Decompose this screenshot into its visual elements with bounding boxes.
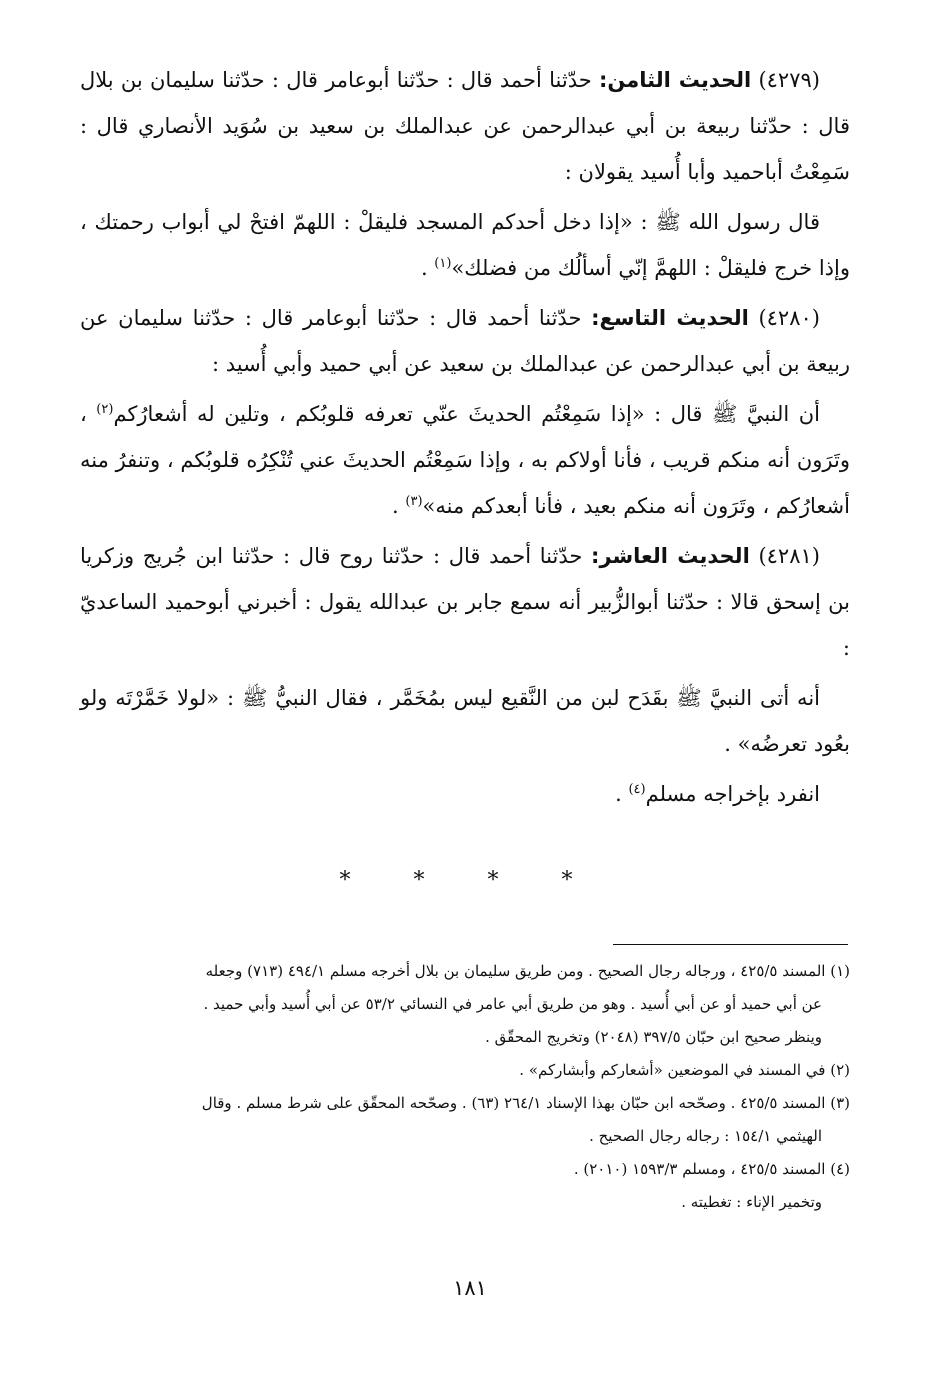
hadith-number: (٤٢٨٠) <box>758 306 820 330</box>
hadith-4280 <box>80 295 850 387</box>
hadith-matn: أن النبيَّ ﷺ قال : «إذا سَمِعْتُم الحديثَ عنّي تعرفه قلوبُكم ، وتلين له أشعارُكم <box>113 402 821 426</box>
hadith-isnad: حدّثنا أحمد قال : حدّثنا روح قال : حدّثنا ابن جُريج وزكريا بن إسحق قالا : حدّثنا أبوالزُّبير أنه سمع جابر بن عبدالله يقول : أخبرني أبوحميد الساعديّ : <box>80 544 850 660</box>
footnote-ref: (١) <box>434 256 452 271</box>
footnote-1-line-3: وينظر صحيح ابن حبّان ٣٩٧/٥ (٢٠٤٨) وتخريج المحقّق . <box>485 1028 822 1046</box>
hadith-title: الحديث العاشر: <box>591 544 750 568</box>
hadith-title: الحديث التاسع: <box>591 306 749 330</box>
footnotes <box>80 955 850 1219</box>
hadith-4281-matn <box>80 675 850 767</box>
hadith-4280-matn <box>80 391 850 529</box>
hadith-title: الحديث الثامن: <box>598 68 752 92</box>
hadith-4281 <box>80 533 850 671</box>
sentence-end: . <box>615 782 629 806</box>
footnote-4-line-2: وتخمير الإناء : تغطيته . <box>681 1193 822 1211</box>
hadith-isnad: حدّثنا أحمد قال : حدّثنا أبوعامر قال : حدّثنا سليمان عن ربيعة بن أبي عبدالرحمن عن عبدالملك بن سعيد عن أبي حميد وأبي أُسيد : <box>80 306 850 376</box>
footnote-ref: (٤) <box>628 782 646 797</box>
hadith-matn: أنه أتى النبيَّ ﷺ بقَدَح لبن من النَّقيع ليس بمُخَمَّر ، فقال النبيُّ ﷺ : «لولا خَمَّرْتَه ولو بعُود تعرضُه» . <box>80 686 850 756</box>
hadith-4279-matn <box>80 199 850 291</box>
hadith-4279 <box>80 57 850 195</box>
footnote-4: (٤) المسند ٤٢٥/٥ ، ومسلم ١٥٩٣/٣ (٢٠١٠) . <box>573 1160 850 1178</box>
footnote-rule <box>613 944 848 945</box>
sentence-end: . <box>420 256 435 280</box>
hadith-number: (٤٢٨١) <box>758 544 820 568</box>
footnote-ref: (٢) <box>96 402 114 417</box>
hadith-matn-continued: ، وتَرَون أنه منكم قريب ، فأنا أولاكم به ، وإذا سَمِعْتُم الحديثَ عني تُنْكِرُه قلوبُكم ، وتنفرُ منه أشعارُكم ، وتَرَون أنه منكم بعيد ، فأنا أبعدكم منه» <box>80 402 850 518</box>
section-separator: * * * * <box>339 868 601 893</box>
footnote-2: (٢) في المسند في الموضعين «أشعاركم وأبشاركم» . <box>519 1061 850 1079</box>
page-number: ١٨١ <box>453 1276 487 1300</box>
footnote-1-line-2: عن أبي حميد أو عن أبي أُسيد . وهو من طريق أبي عامر في النسائي ٥٣/٢ عن أبي أُسيد وأبي حميد . <box>203 995 822 1013</box>
hadith-note: انفرد بإخراجه مسلم <box>645 782 820 806</box>
hadith-4281-note <box>80 771 850 817</box>
footnote-3: (٣) المسند ٤٢٥/٥ . وصحّحه ابن حبّان بهذا الإسناد ٢٦٤/١ (٦٣) . وصحّحه المحقّق على شرط مسلم . وقال <box>201 1094 850 1112</box>
footnote-1: (١) المسند ٤٢٥/٥ ، ورجاله رجال الصحيح . ومن طريق سليمان بن بلال أخرجه مسلم ٤٩٤/١ (٧١٣) وجعله <box>205 962 850 980</box>
sentence-end: . <box>392 494 406 518</box>
footnote-ref: (٣) <box>405 494 423 509</box>
hadith-isnad: حدّثنا أحمد قال : حدّثنا أبوعامر قال : حدّثنا سليمان بن بلال قال : حدّثنا ربيعة بن أبي عبدالرحمن عن عبدالملك بن سعيد بن سُوَيد الأنصاري قال : سَمِعْتُ أباحميد وأبا أُسيد يقولان : <box>80 68 850 184</box>
hadith-number: (٤٢٧٩) <box>758 68 820 92</box>
page-body <box>80 55 850 821</box>
footnote-3-line-2: الهيثمي ١٥٤/١ : رجاله رجال الصحيح . <box>589 1127 822 1145</box>
hadith-matn: قال رسول الله ﷺ : «إذا دخل أحدكم المسجد فليقلْ : اللهمّ افتحْ لي أبواب رحمتك ، وإذا خرج فليقلْ : اللهمَّ إنّي أسألُك من فضلك» <box>80 210 850 280</box>
